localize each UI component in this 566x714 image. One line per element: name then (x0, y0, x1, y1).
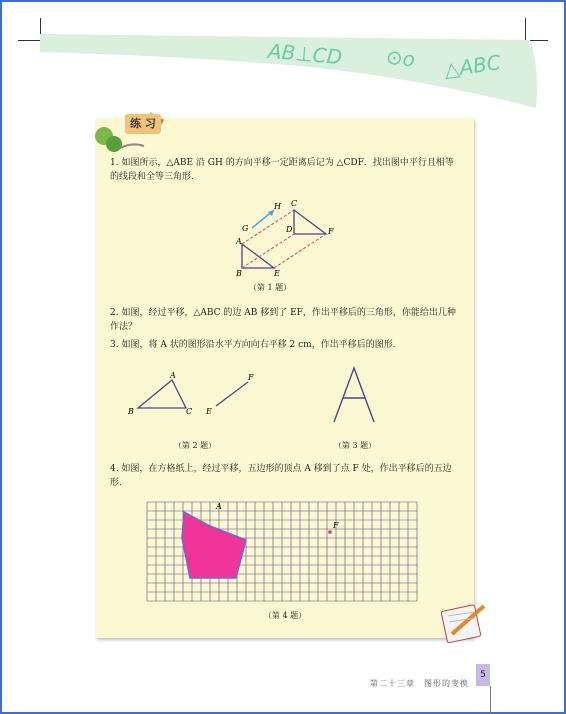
page-number-rule (490, 686, 491, 714)
formula-circle: ⊙o (384, 44, 417, 72)
question-1 (110, 156, 460, 184)
label-a: A (236, 237, 242, 246)
label-b: B (128, 407, 134, 416)
notepad-pencil-icon (440, 602, 490, 648)
section-title: 练 习 (125, 114, 161, 134)
figure-3-a-shape (326, 364, 382, 428)
label-e: E (206, 407, 212, 416)
question-4-text: 如图，在方格纸上，经过平移，五边形的顶点 A 移到了点 F 处，作出平移后的五边形． (110, 464, 452, 488)
triangle-abc (138, 380, 186, 408)
question-1-number: 1. (110, 158, 119, 168)
label-d: D (286, 225, 293, 234)
question-4 (110, 462, 460, 490)
label-f: F (248, 373, 254, 382)
caption-1: （第 1 题） (248, 283, 292, 292)
chapter-footer: 第二十三章 图形的变换 (370, 679, 469, 688)
point-f (328, 530, 332, 534)
label-c: C (186, 407, 193, 416)
question-2-text: 如图，经过平移，△ABC 的边 AB 移到了 EF，作出平移后的三角形，你能给出几种作法？ (110, 308, 456, 332)
label-h: H (274, 202, 281, 211)
a-shape-sides (334, 368, 374, 422)
dashed-ef (274, 234, 326, 268)
label-c: C (291, 199, 298, 208)
label-f: F (328, 227, 334, 236)
question-2 (110, 306, 460, 334)
figure-2 (124, 368, 264, 420)
segment-ef (216, 382, 248, 406)
formula-triangle: △ABC (442, 50, 503, 82)
page-number: 5 (476, 664, 490, 686)
pentagon (182, 512, 246, 578)
question-2-number: 2. (110, 308, 119, 318)
label-a: A (216, 502, 222, 511)
label-g: G (242, 224, 249, 233)
label-f: F (333, 521, 339, 530)
label-b: B (236, 269, 242, 278)
formula-perpendicular: AB⊥CD (267, 38, 344, 70)
figure-4-grid (146, 498, 418, 604)
question-3 (110, 338, 460, 352)
caption-3: （第 3 题） (333, 441, 377, 450)
caption-4: （第 4 题） (263, 611, 307, 620)
question-4-number: 4. (110, 464, 119, 474)
triangle-cdf (294, 210, 326, 234)
label-e: E (274, 269, 280, 278)
question-3-number: 3. (110, 340, 119, 350)
caption-2: （第 2 题） (173, 441, 217, 450)
question-3-text: 如图，将 A 状的图形沿水平方向向右平移 2 cm，作出平移后的图形． (121, 340, 402, 350)
figure-1 (230, 196, 350, 280)
question-1-text: 如图所示，△ABE 沿 GH 的方向平移一定距离后记为 △CDF．找出图中平行且相等的线段和全等三角形． (110, 158, 454, 182)
label-a: A (170, 371, 176, 380)
